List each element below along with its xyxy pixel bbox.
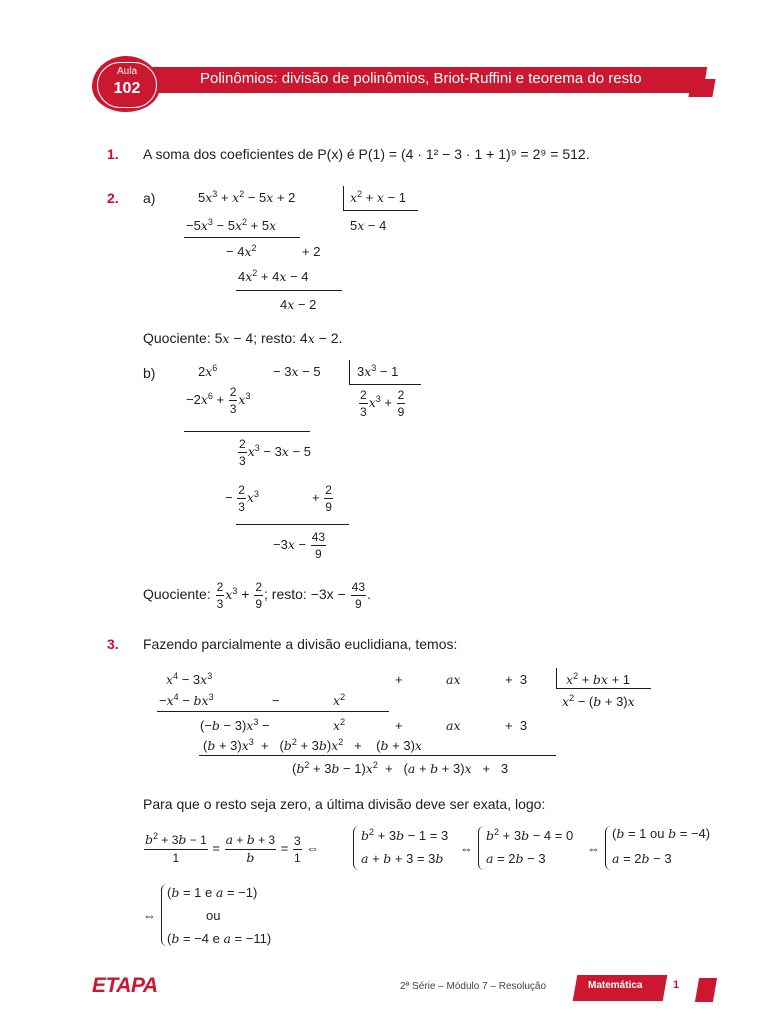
footer-series: 2ª Série – Módulo 7 – Resolução [400, 981, 547, 992]
question-2-number: 2. [107, 190, 119, 206]
subject-label: Matemática [588, 980, 643, 991]
etapa-logo: ETAPA [92, 974, 158, 997]
question-3-condition: Para que o resto seja zero, a última divisão deve ser exata, logo: [143, 796, 546, 812]
subject-tab-tail [695, 978, 717, 1002]
page-title: Polinômios: divisão de polinômios, Briot-Ruffini e teorema do resto [200, 70, 642, 87]
aula-number: 102 [113, 80, 141, 97]
aula-label: Aula [116, 66, 137, 77]
question-3-number: 3. [107, 636, 119, 652]
page-number: 1 [673, 979, 680, 991]
part-a-label: a) [143, 190, 156, 206]
question-1-text: A soma dos coeficientes de P(x) é P(1) = (4 · 1² − 3 · 1 + 1)⁹ = 2⁹ = 512. [143, 146, 590, 162]
part-b-label: b) [143, 365, 156, 381]
question-1-number: 1. [107, 146, 119, 162]
part-a-quotient: Quociente: 5x − 4; resto: 4x − 2. [143, 330, 343, 346]
question-3-intro: Fazendo parcialmente a divisão euclidiana, temos: [143, 636, 458, 652]
header-bar-tail [688, 79, 715, 97]
part-b-quotient: Quociente: $\frac{2}{3}$ $x^3$ + $\frac{2}{9}$ ; resto: −3x − $\frac{43}{9}$ . [143, 580, 371, 611]
